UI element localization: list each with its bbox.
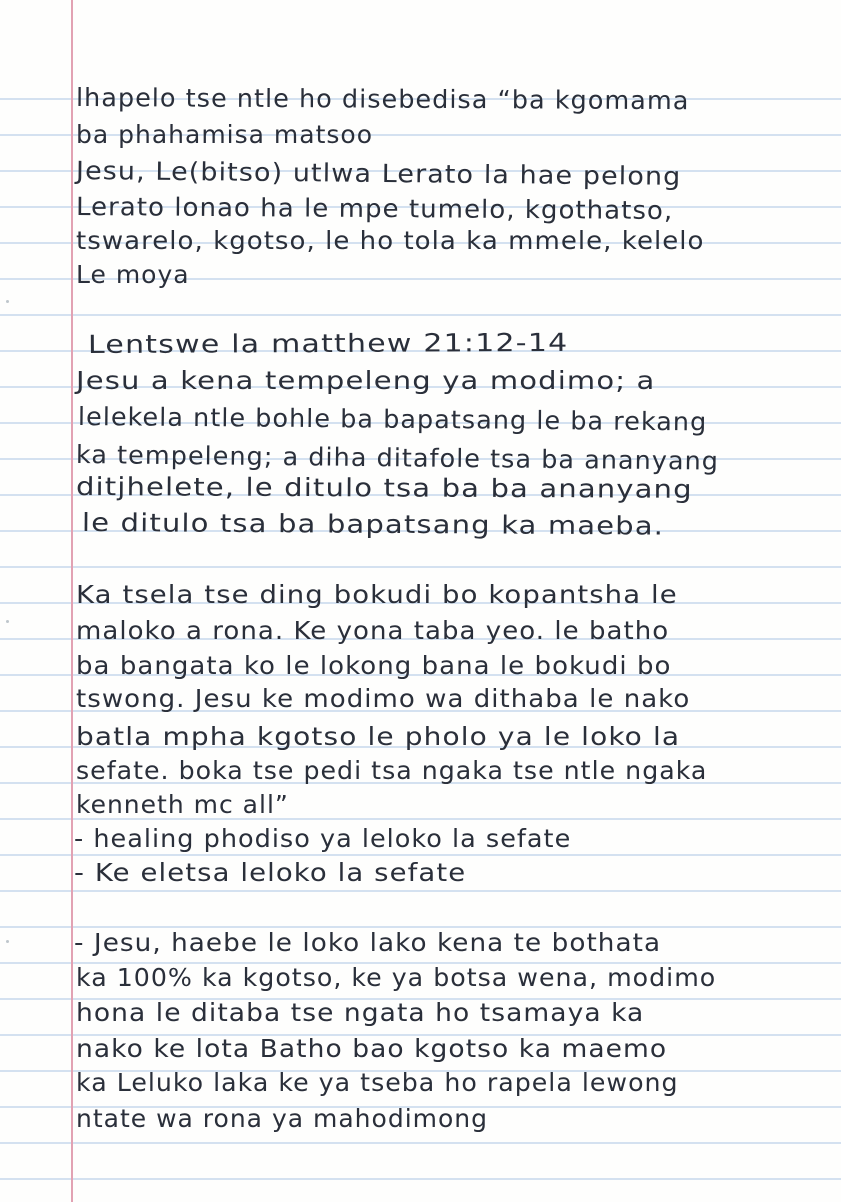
margin-rule [71,0,73,1202]
handwritten-line: Lentswe la matthew 21:12-14 [87,327,569,359]
handwritten-line: - Ke eletsa leloko la sefate [74,858,467,887]
handwritten-line: Ka tsela tse ding bokudi bo kopantsha le [76,580,678,609]
handwritten-line: ka tempeleng; a diha ditafole tsa ba ananyang [75,440,720,476]
handwritten-line: ka Leluko laka ke ya tseba ho rapela lewong [76,1068,679,1097]
handwritten-line: nako ke lota Batho bao kgotso ka maemo [76,1034,668,1063]
handwritten-line: kenneth mc all” [76,790,289,819]
handwritten-line: ditjhelete, le ditulo tsa ba ba ananyang [75,472,693,504]
handwritten-line: lhapelo tse ntle ho disebedisa “ba kgomama [75,83,690,116]
handwritten-line: ba phahamisa matsoo [76,120,374,149]
handwritten-line: - healing phodiso ya leloko la sefate [74,824,572,853]
handwritten-line: le ditulo tsa ba bapatsang ka maeba. [81,508,665,541]
handwritten-line: Jesu, Le(bitso) utlwa Lerato la hae pelong [75,156,682,191]
handwritten-line: Jesu a kena tempeleng ya modimo; a [76,366,656,395]
handwritten-line: maloko a rona. Ke yona taba yeo. le batho [76,616,670,645]
handwritten-line: Lerato lonao ha le mpe tumelo, kgothatso, [75,192,674,226]
handwritten-line: tswarelo, kgotso, le ho tola ka mmele, kelelo [76,226,705,255]
handwritten-line: tswong. Jesu ke modimo wa dithaba le nako [76,684,691,713]
handwritten-line: lelekela ntle bohle ba bapatsang le ba rekang [77,402,708,437]
paper-header-margin [0,0,841,82]
handwritten-line: sefate. boka tse pedi tsa ngaka tse ntle ngaka [76,756,708,785]
handwritten-line: ntate wa rona ya mahodimong [76,1104,488,1133]
handwritten-line: - Jesu, haebe le loko lako kena te bothata [74,928,662,957]
handwritten-line: Le moya [76,260,190,289]
handwritten-line: batla mpha kgotso le pholo ya le loko la [76,722,681,751]
handwritten-line: ba bangata ko le lokong bana le bokudi bo [76,651,672,680]
handwritten-line: hona le ditaba tse ngata ho tsamaya ka [76,998,645,1027]
handwritten-line: ka 100% ka kgotso, ke ya botsa wena, modimo [76,963,717,992]
